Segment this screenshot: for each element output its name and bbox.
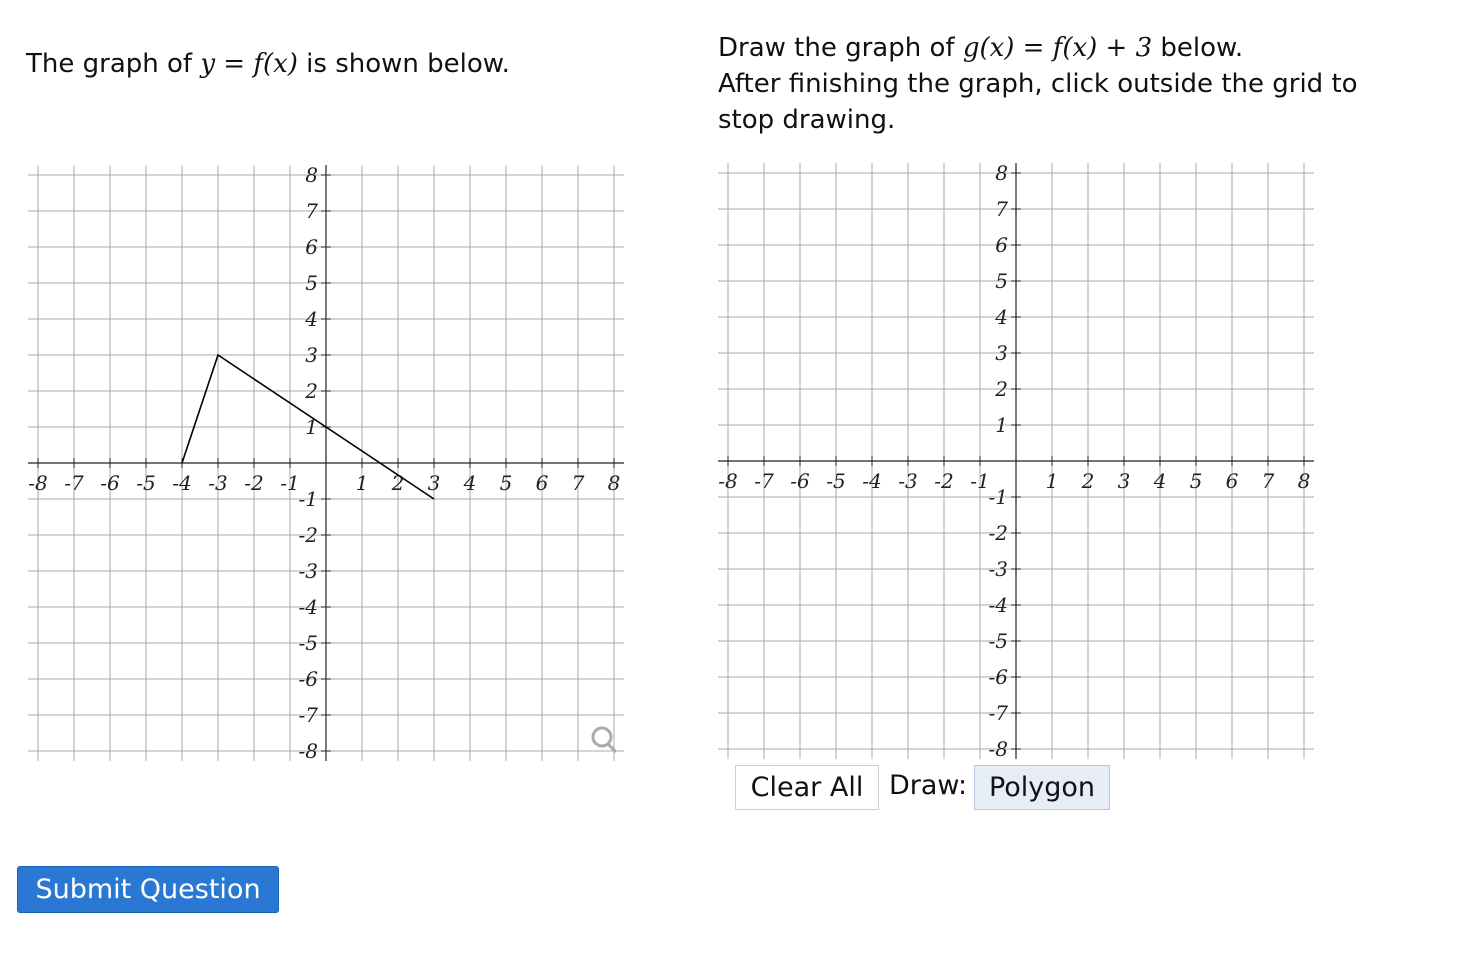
y-tick-label: 6 [305,235,318,259]
x-tick-label: 4 [1153,469,1167,493]
y-tick-label: 1 [305,415,318,439]
x-tick-label: -3 [898,469,918,493]
y-tick-label: 3 [305,343,318,367]
x-tick-label: -1 [970,469,990,493]
x-tick-label: -5 [136,471,156,495]
x-tick-label: 2 [1081,469,1095,493]
draw-label: Draw: [889,770,968,801]
y-tick-label: 7 [995,197,1008,221]
y-tick-label: 7 [305,199,318,223]
y-tick-label: 2 [305,379,318,403]
right-prompt-before: Draw the graph of [718,33,963,63]
x-tick-label: 8 [1297,469,1311,493]
y-tick-label: -7 [988,701,1008,725]
y-tick-label: 8 [305,163,318,187]
submit-question-button[interactable]: Submit Question [17,866,279,913]
x-tick-label: 2 [391,471,405,495]
y-tick-label: 3 [995,341,1008,365]
x-tick-label: 1 [1045,469,1059,493]
y-tick-label: -7 [298,703,318,727]
x-tick-label: 8 [607,471,621,495]
x-tick-label: -2 [244,471,264,495]
x-tick-label: 7 [1261,469,1275,493]
x-tick-label: 4 [463,471,477,495]
x-tick-label: -6 [790,469,810,493]
x-tick-label: -4 [172,471,192,495]
x-tick-label: -7 [64,471,84,495]
x-tick-label: 1 [355,471,369,495]
x-tick-label: -1 [280,471,300,495]
x-tick-label: -4 [862,469,882,493]
y-tick-label: -2 [298,523,318,547]
x-tick-label: -6 [100,471,120,495]
y-tick-label: -3 [298,559,318,583]
y-tick-label: 8 [995,161,1008,185]
y-tick-label: 6 [995,233,1008,257]
x-tick-label: -5 [826,469,846,493]
y-tick-label: -5 [298,631,318,655]
x-tick-label: -8 [718,469,738,493]
x-tick-label: -8 [28,471,48,495]
y-tick-label: -1 [988,485,1008,509]
x-tick-label: 7 [571,471,585,495]
y-tick-label: -5 [988,629,1008,653]
left-prompt-after: is shown below. [297,49,510,79]
y-tick-label: -4 [298,595,318,619]
y-tick-label: -4 [988,593,1008,617]
y-tick-label: 4 [305,307,318,331]
y-tick-label: -6 [988,665,1008,689]
x-tick-label: 3 [1117,469,1131,493]
x-tick-label: 5 [1189,469,1203,493]
clear-all-button[interactable]: Clear All [735,765,879,810]
x-tick-label: -7 [754,469,774,493]
right-prompt-after: below. [1152,33,1244,63]
left-prompt-math: y = f(x) [200,49,298,79]
y-tick-label: -8 [298,739,318,763]
y-tick-label: -3 [988,557,1008,581]
y-tick-label: 2 [995,377,1008,401]
x-tick-label: 5 [499,471,513,495]
y-tick-label: -6 [298,667,318,691]
x-tick-label: 6 [1225,469,1239,493]
x-tick-label: -3 [208,471,228,495]
x-tick-label: 6 [535,471,549,495]
y-tick-label: -8 [988,737,1008,761]
x-tick-label: -2 [934,469,954,493]
x-tick-label: 3 [427,471,441,495]
left-prompt-before: The graph of [26,49,201,79]
y-tick-label: -2 [988,521,1008,545]
y-tick-label: 1 [995,413,1008,437]
polygon-tool-button[interactable]: Polygon [974,765,1110,810]
y-tick-label: -1 [298,487,318,511]
right-prompt-math: g(x) = f(x) + 3 [962,33,1153,63]
y-tick-label: 4 [995,305,1008,329]
y-tick-label: 5 [305,271,318,295]
right-prompt-instructions: After finishing the graph, click outside the grid to stop drawing. [718,69,1358,135]
y-tick-label: 5 [995,269,1008,293]
